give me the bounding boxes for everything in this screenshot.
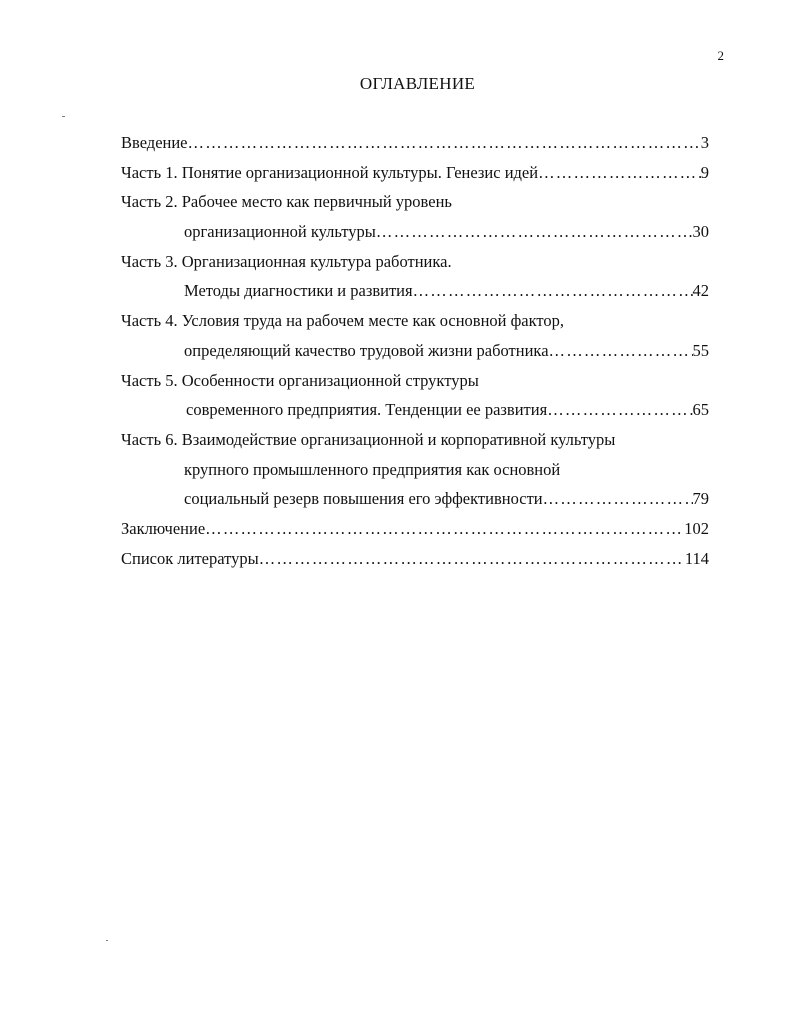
- toc-entry-part-2-continued: [121, 222, 709, 252]
- toc-leader-dots: [413, 281, 693, 301]
- toc-entry-text: Список литературы: [121, 548, 259, 568]
- toc-entry-text: Часть 6. Взаимодействие организационной и корпоративной культуры: [121, 429, 616, 449]
- toc-entry-part-4-continued: [121, 341, 709, 371]
- toc-entry-page: 79: [692, 489, 709, 509]
- toc-leader-dots: [205, 519, 684, 539]
- table-of-contents: [121, 133, 709, 578]
- toc-entry-text: современного предприятия. Тенденции ее развития: [186, 400, 548, 420]
- toc-leader-dots: [259, 549, 685, 569]
- toc-leader-dots: [538, 163, 701, 183]
- toc-entry-part-6-continued: [121, 460, 709, 490]
- toc-entry-text: определяющий качество трудовой жизни работника: [184, 340, 549, 360]
- toc-entry-page: 3: [700, 133, 709, 152]
- page-number: 2: [717, 48, 724, 63]
- toc-entry-part-5: [121, 371, 709, 401]
- toc-entry-part-3-continued: [121, 281, 709, 311]
- toc-entry-text: Часть 1. Понятие организационной культуры. Генезис идей: [121, 162, 539, 182]
- toc-entry-conclusion: [121, 519, 709, 549]
- scan-speck: [62, 116, 65, 117]
- toc-leader-dots: [188, 133, 701, 153]
- toc-entry-text: Заключение: [121, 518, 206, 538]
- toc-entry-page: 9: [700, 162, 709, 182]
- toc-entry-part-2: [121, 192, 709, 222]
- toc-leader-dots: [376, 222, 693, 242]
- toc-entry-text: Часть 4. Условия труда на рабочем месте как основной фактор,: [121, 311, 565, 331]
- scan-speck: [106, 940, 108, 941]
- toc-entry-page: 42: [692, 281, 709, 301]
- toc-entry-part-4: [121, 311, 709, 341]
- toc-leader-dots: [549, 341, 693, 361]
- toc-entry-part-1: [121, 163, 709, 193]
- toc-entry-page: 114: [684, 548, 709, 568]
- toc-entry-text: социальный резерв повышения его эффективности: [184, 489, 543, 509]
- toc-entry-text: организационной культуры: [184, 222, 376, 242]
- toc-entry-text: крупного промышленного предприятия как основной: [184, 459, 561, 479]
- toc-entry-page: 55: [692, 340, 709, 360]
- toc-entry-introduction: [121, 133, 709, 163]
- toc-title: ОГЛАВЛЕНИЕ: [359, 74, 476, 93]
- toc-entry-part-6-continued-2: [121, 489, 709, 519]
- toc-entry-bibliography: [121, 549, 709, 579]
- toc-entry-page: 30: [692, 222, 709, 242]
- toc-entry-part-6: [121, 430, 709, 460]
- toc-entry-text: Введение: [121, 133, 188, 152]
- toc-entry-part-3: [121, 252, 709, 282]
- toc-leader-dots: [547, 400, 692, 420]
- toc-entry-text: Методы диагностики и развития: [184, 281, 413, 301]
- toc-entry-page: 102: [684, 518, 709, 538]
- toc-entry-part-5-continued: [121, 400, 709, 430]
- toc-leader-dots: [543, 489, 693, 509]
- toc-entry-text: Часть 2. Рабочее место как первичный уровень: [121, 192, 452, 212]
- toc-entry-text: Часть 3. Организационная культура работника.: [121, 251, 452, 271]
- toc-entry-page: 65: [692, 400, 709, 420]
- toc-entry-text: Часть 5. Особенности организационной структуры: [121, 370, 479, 390]
